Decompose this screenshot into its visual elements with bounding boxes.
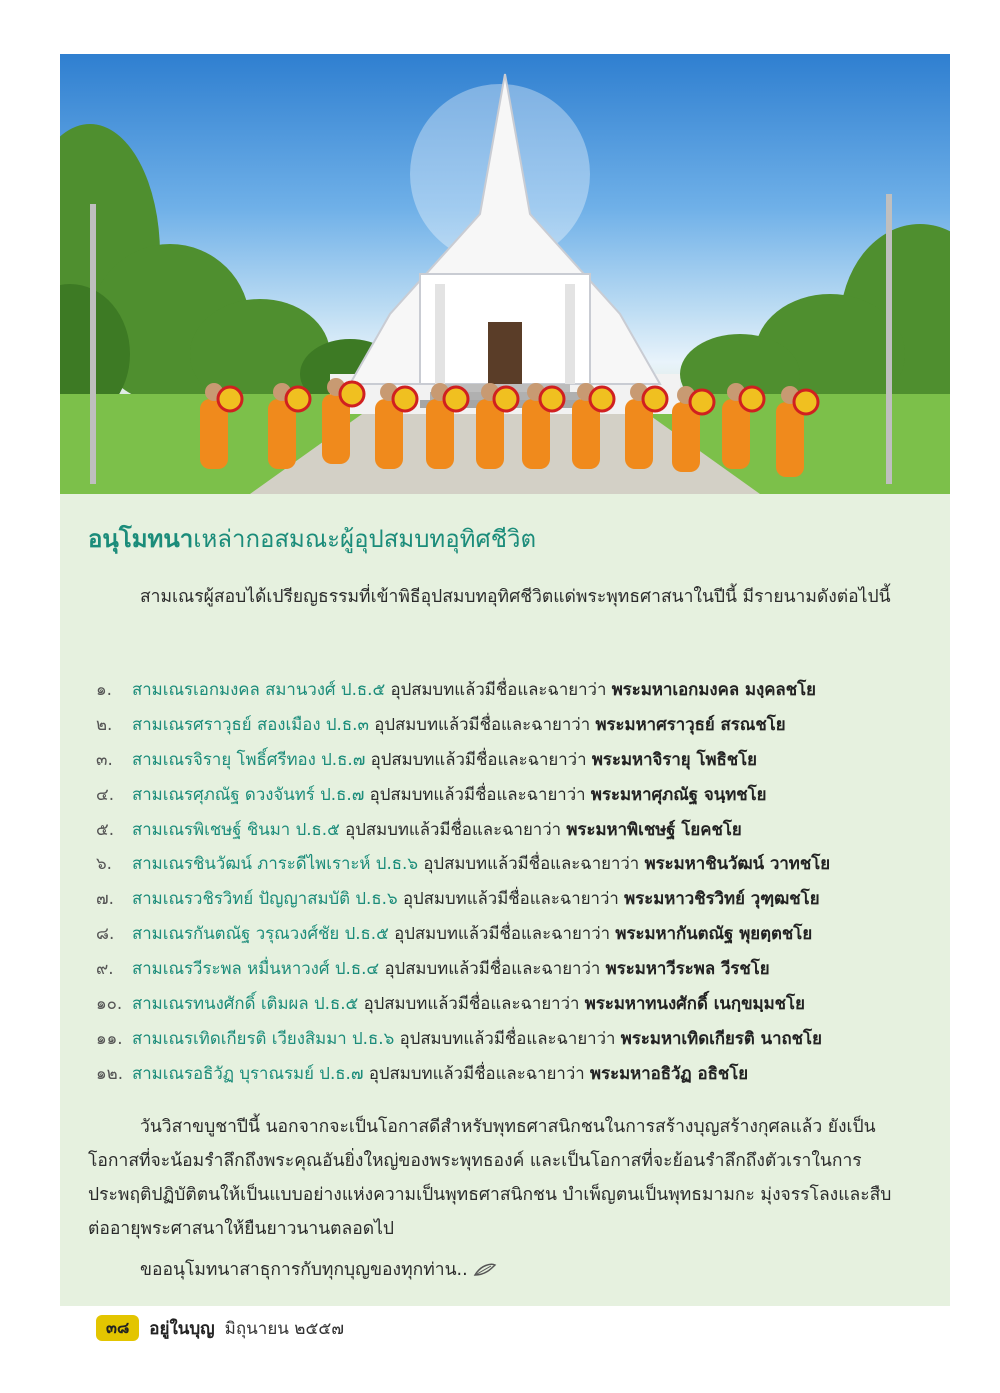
item-number: ๑๒. bbox=[96, 1062, 124, 1083]
list-item bbox=[96, 881, 936, 916]
novice-name: สามเณรวชิรวิทย์ ปัญญาสมบัติ ป.ธ.๖ bbox=[132, 888, 398, 909]
signoff-text: ขออนุโมทนาสาธุการกับทุกบุญของทุกท่าน.. bbox=[140, 1260, 468, 1280]
item-number: ๔. bbox=[96, 783, 115, 804]
list-item bbox=[96, 672, 936, 707]
item-number: ๑๐. bbox=[96, 993, 123, 1014]
monastic-name: พระมหาวีระพล วีรชโย bbox=[605, 958, 770, 979]
temple-illustration bbox=[60, 54, 950, 494]
list-item bbox=[96, 951, 936, 986]
list-item bbox=[96, 707, 936, 742]
item-number: ๖. bbox=[96, 853, 112, 874]
monastic-name: พระมหาเอกมงคล มงฺคลชโย bbox=[611, 679, 816, 699]
temple-photo bbox=[60, 54, 950, 494]
list-item bbox=[96, 1021, 936, 1056]
page-footer bbox=[96, 1313, 344, 1343]
magazine-name: อยู่ในบุญ bbox=[149, 1318, 215, 1339]
monastic-name: พระมหาจิรายุ โพธิชโย bbox=[591, 748, 758, 769]
novice-name: สามเณรทนงศักดิ์ เติมผล ป.ธ.๕ bbox=[132, 993, 359, 1014]
ordination-phrase: อุปสมบทแล้วมีชื่อและฉายาว่า bbox=[388, 923, 616, 944]
issue-date: มิถุนายน ๒๕๕๗ bbox=[224, 1318, 345, 1339]
monastic-name: พระมหาศุภณัฐ จนฺทชโย bbox=[590, 783, 767, 804]
ordination-phrase: อุปสมบทแล้วมีชื่อและฉายาว่า bbox=[385, 679, 612, 699]
novice-name: สามเณรจิรายุ โพธิ์ศรีทอง ป.ธ.๗ bbox=[132, 748, 366, 769]
leaf-signoff-icon bbox=[473, 1263, 497, 1277]
page-number-badge: ๓๘ bbox=[96, 1315, 139, 1341]
novice-name: สามเณรพิเชษฐ์ ชินมา ป.ธ.๕ bbox=[132, 818, 340, 839]
list-item bbox=[96, 916, 936, 951]
item-number: ๕. bbox=[96, 818, 115, 839]
monastic-name: พระมหาพิเชษฐ์ โยคชโย bbox=[566, 818, 742, 839]
novice-name: สามเณรอธิวัฏ บุราณรมย์ ป.ธ.๗ bbox=[132, 1062, 364, 1083]
novice-name: สามเณรวีระพล หมื่นหาวงศ์ ป.ธ.๔ bbox=[132, 958, 380, 979]
heading-rest: เหล่ากอสมณะผู้อุปสมบทอุทิศชีวิต bbox=[193, 525, 537, 553]
ordination-phrase: อุปสมบทแล้วมีชื่อและฉายาว่า bbox=[365, 748, 592, 769]
item-number: ๒. bbox=[96, 713, 113, 734]
novice-name: สามเณรศุภณัฐ ดวงจันทร์ ป.ธ.๗ bbox=[132, 783, 365, 804]
list-item bbox=[96, 846, 936, 881]
ordination-phrase: อุปสมบทแล้วมีชื่อและฉายาว่า bbox=[364, 783, 591, 804]
monastic-name: พระมหาทนงศักดิ์ เนกฺขมฺมชโย bbox=[584, 993, 805, 1014]
list-item bbox=[96, 1056, 936, 1091]
ordination-phrase: อุปสมบทแล้วมีชื่อและฉายาว่า bbox=[358, 993, 585, 1014]
list-item bbox=[96, 777, 936, 812]
novice-name: สามเณรเอกมงคล สมานวงศ์ ป.ธ.๕ bbox=[132, 679, 386, 699]
heading-emphasis: อนุโมทนา bbox=[88, 525, 194, 553]
item-number: ๓. bbox=[96, 748, 113, 769]
ordination-phrase: อุปสมบทแล้วมีชื่อและฉายาว่า bbox=[363, 1062, 591, 1083]
item-number: ๙. bbox=[96, 958, 114, 979]
ordination-phrase: อุปสมบทแล้วมีชื่อและฉายาว่า bbox=[418, 853, 645, 874]
ordination-phrase: อุปสมบทแล้วมีชื่อและฉายาว่า bbox=[368, 713, 596, 734]
monastic-name: พระมหากันตณัฐ พุยตฺตชโย bbox=[615, 923, 813, 944]
novice-name: สามเณรเทิดเกียรติ เวียงสิมมา ป.ธ.๖ bbox=[132, 1027, 395, 1048]
monastic-name: พระมหาเทิดเกียรติ นาถชโย bbox=[620, 1027, 822, 1048]
monastic-name: พระมหาชินวัฒน์ วาทชโย bbox=[644, 853, 831, 874]
item-number: ๑. bbox=[96, 679, 112, 699]
item-number: ๘. bbox=[96, 923, 115, 944]
closing-paragraph bbox=[88, 1110, 908, 1246]
ordination-list bbox=[96, 672, 936, 1091]
signoff-line bbox=[88, 1253, 908, 1287]
list-item bbox=[96, 812, 936, 847]
ordination-phrase: อุปสมบทแล้วมีชื่อและฉายาว่า bbox=[379, 958, 606, 979]
ordination-phrase: อุปสมบทแล้วมีชื่อและฉายาว่า bbox=[394, 1027, 621, 1048]
intro-text: สามเณรผู้สอบได้เปรียญธรรมที่เข้าพิธีอุปสมบทอุทิศชีวิตแด่พระพุทธศาสนาในปีนี้ มีรายนามดังต่อไปนี้ bbox=[140, 587, 891, 607]
article-heading bbox=[88, 522, 928, 556]
monastic-name: พระมหาศราวุธย์ สรณชโย bbox=[595, 713, 786, 734]
intro-paragraph bbox=[88, 580, 908, 614]
novice-name: สามเณรชินวัฒน์ ภาระดีไพเราะห์ ป.ธ.๖ bbox=[132, 853, 419, 874]
monastic-name: พระมหาวชิรวิทย์ วุฑฺฒชโย bbox=[624, 888, 820, 909]
item-number: ๗. bbox=[96, 888, 114, 909]
ordination-phrase: อุปสมบทแล้วมีชื่อและฉายาว่า bbox=[339, 818, 567, 839]
monastic-name: พระมหาอธิวัฏ อธิชโย bbox=[590, 1062, 749, 1083]
list-item bbox=[96, 986, 936, 1021]
ordination-phrase: อุปสมบทแล้วมีชื่อและฉายาว่า bbox=[397, 888, 625, 909]
list-item bbox=[96, 742, 936, 777]
novice-name: สามเณรกันตณัฐ วรุณวงศ์ชัย ป.ธ.๕ bbox=[132, 923, 389, 944]
item-number: ๑๑. bbox=[96, 1027, 123, 1048]
closing-text: วันวิสาขบูชาปีนี้ นอกจากจะเป็นโอกาสดีสำหรับพุทธศาสนิกชนในการสร้างบุญสร้างกุศลแล้ว ยังเป็นโอกาสที่จะน้อมรำลึกถึงพระคุณอันยิ่งใหญ่ของพระพุทธองค์ และเป็นโอกาสที่จะย้อนรำลึกถึงตัวเราในการประพฤติปฏิบัติตนให้เป็นแบบอย่างแห่งความเป็นพุทธศาสนิกชน บำเพ็ญตนเป็นพุทธมามกะ มุ่งจรรโลงและสืบต่ออายุพระศาสนาให้ยืนยาวนานตลอดไป bbox=[88, 1117, 892, 1239]
novice-name: สามเณรศราวุธย์ สองเมือง ป.ธ.๓ bbox=[132, 713, 369, 734]
